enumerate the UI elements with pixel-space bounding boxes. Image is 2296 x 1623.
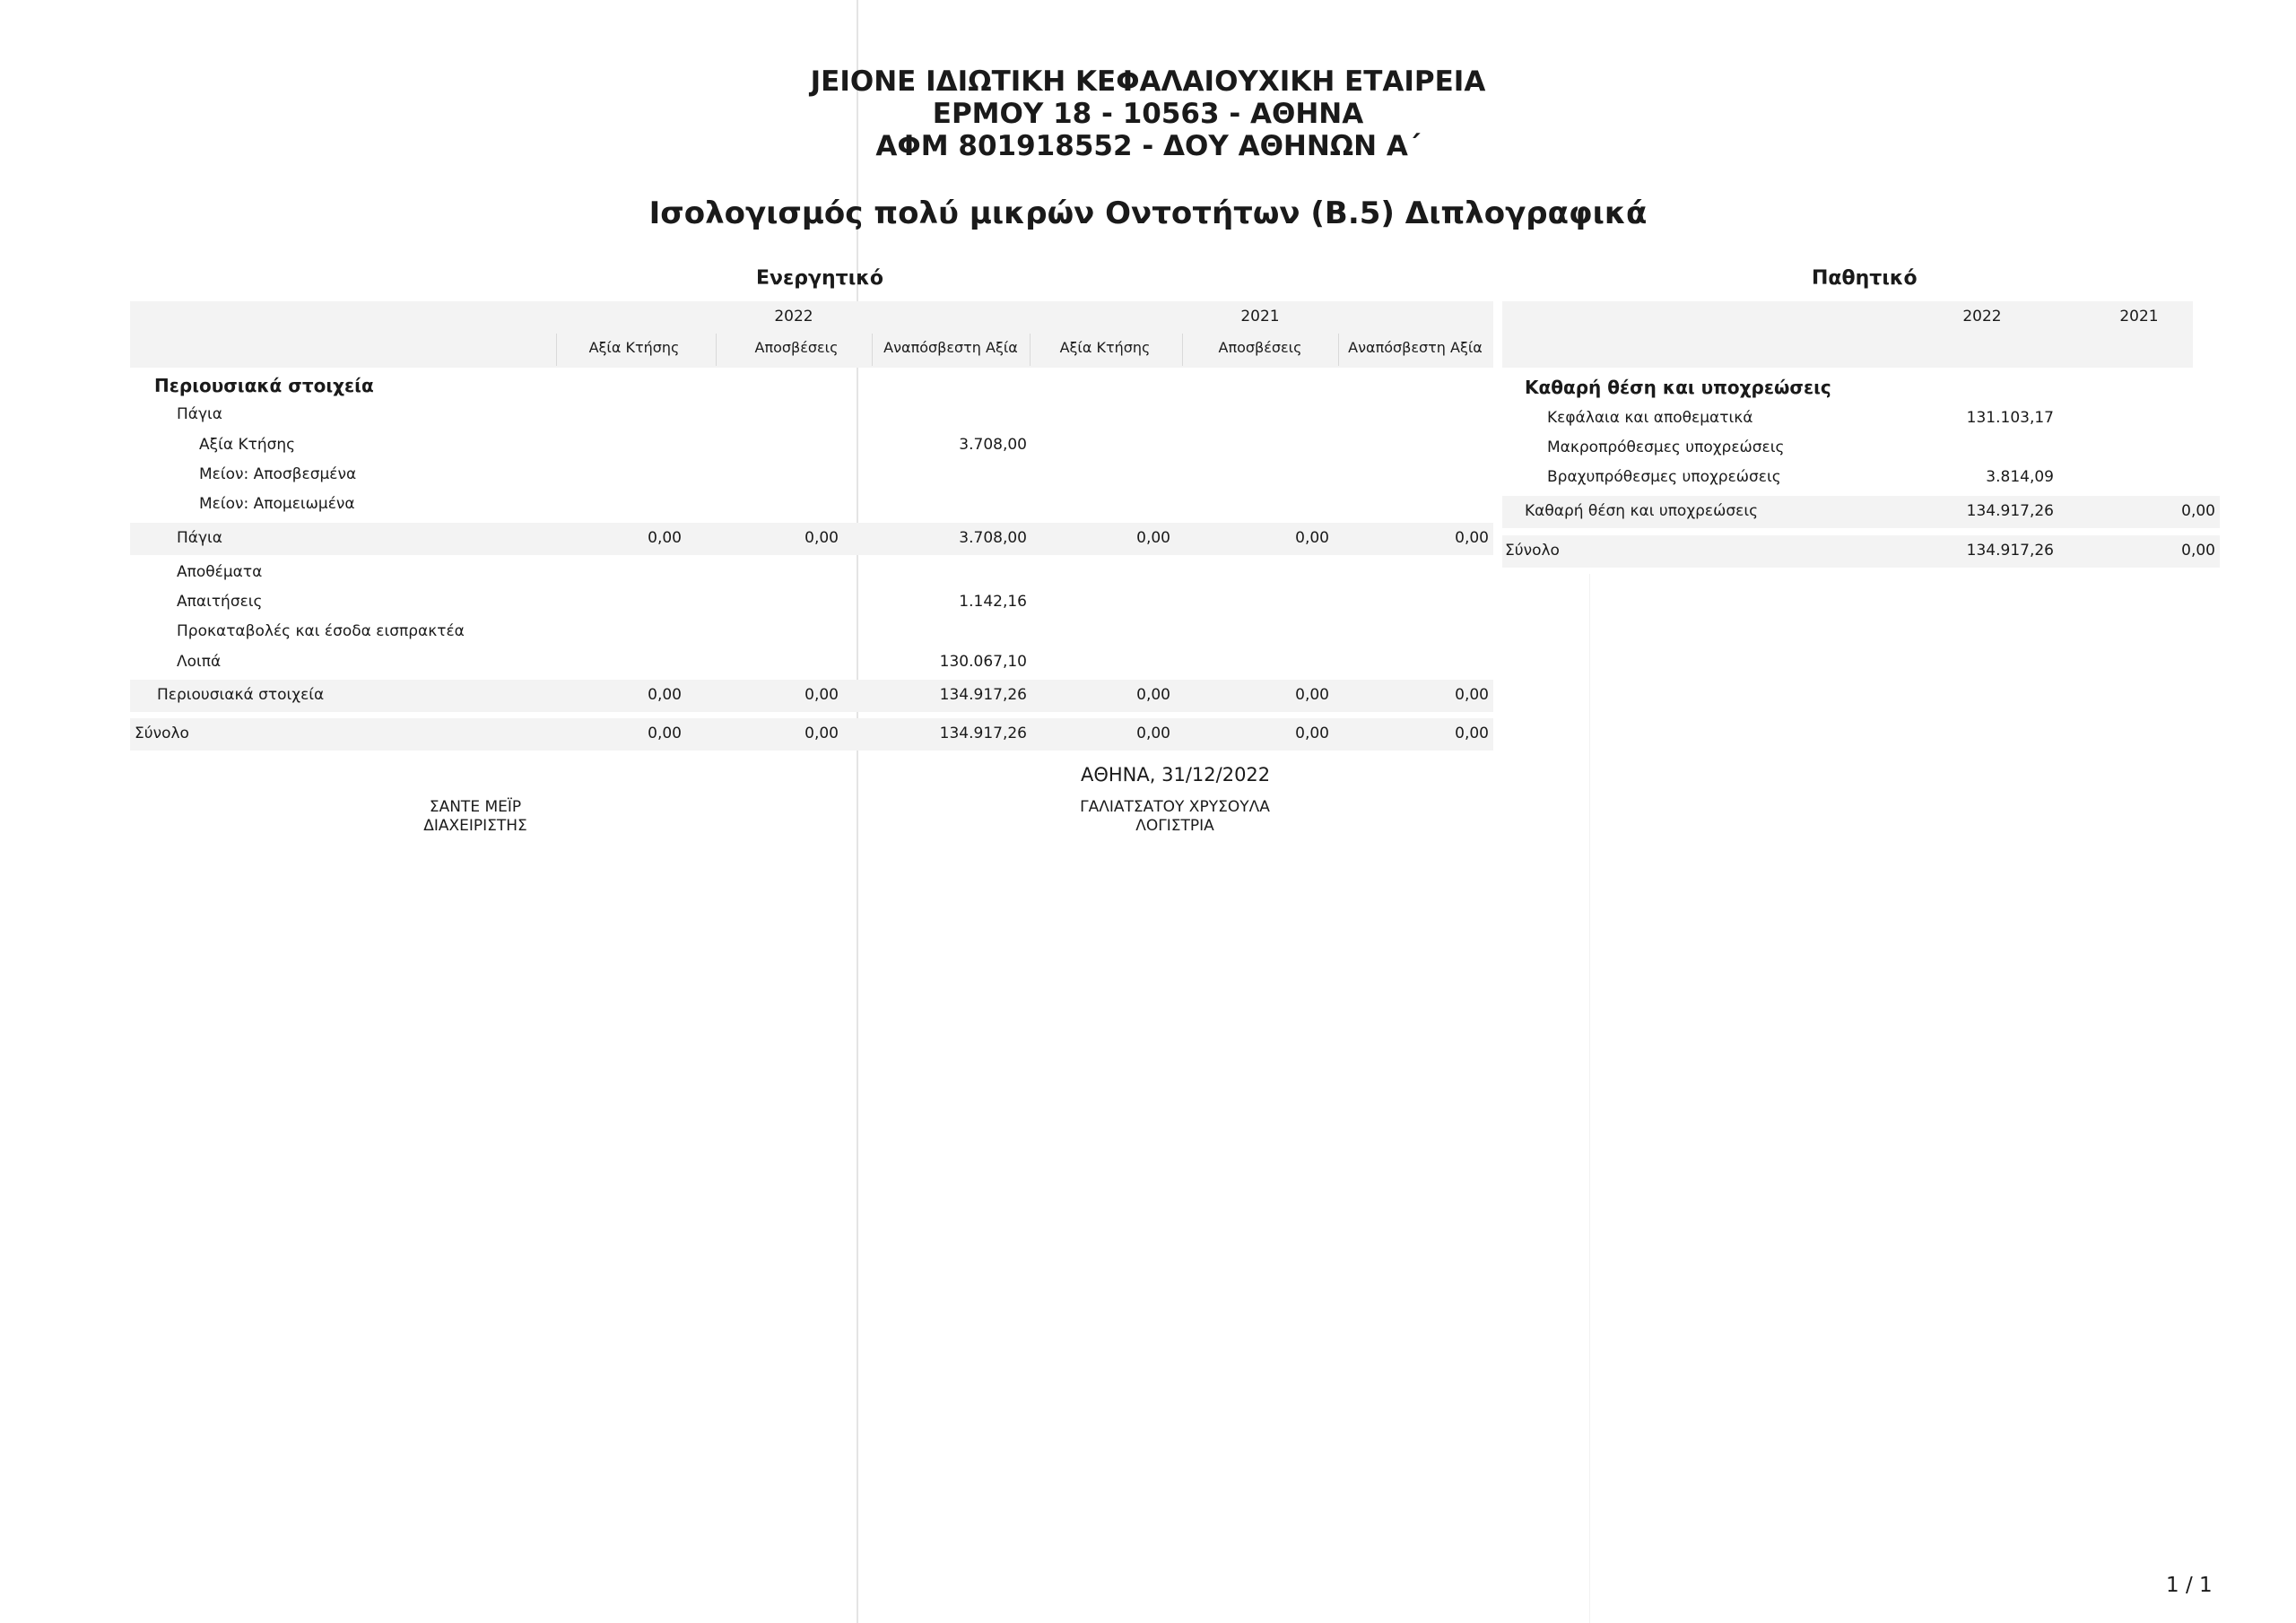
assets-row-value: 0,00 [1295, 686, 1329, 704]
assets-row-value: 0,00 [1455, 725, 1489, 742]
liabilities-table [0, 0, 2296, 807]
liabilities-row-value-2021: 0,00 [2181, 542, 2215, 560]
manager-role: ΔΙΑΧΕΙΡΙΣΤΗΣ [423, 817, 527, 835]
assets-column-header: Αποσβέσεις [754, 339, 839, 356]
company-address: ΕΡΜΟΥ 18 - 10563 - ΑΘΗΝΑ [932, 98, 1364, 130]
liabilities-heading: Παθητικό [1812, 267, 1918, 290]
assets-row-value: 130.067,10 [939, 653, 1027, 671]
assets-row-value: 0,00 [1455, 529, 1489, 547]
assets-row-label: Απαιτήσεις [177, 593, 263, 611]
assets-row-value: 0,00 [1455, 686, 1489, 704]
liabilities-row-label: Καθαρή θέση και υποχρεώσεις [1525, 502, 1759, 520]
assets-row-label: Μείον: Αποσβεσμένα [199, 465, 357, 483]
assets-column-header: Αναπόσβεστη Αξία [1348, 339, 1483, 356]
assets-row-label: Αξία Κτήσης [199, 436, 296, 454]
assets-column-header: Αξία Κτήσης [1059, 339, 1151, 356]
assets-column-header: Αξία Κτήσης [588, 339, 680, 356]
assets-row-label: Περιουσιακά στοιχεία [154, 375, 374, 396]
assets-column-header: Αποσβέσεις [1218, 339, 1302, 356]
company-name: JEIONE ΙΔΙΩΤΙΚΗ ΚΕΦΑΛΑΙΟΥΧΙΚΗ ΕΤΑΙΡΕΙΑ [810, 65, 1486, 98]
assets-row-value: 0,00 [648, 725, 682, 742]
place-date: ΑΘΗΝΑ, 31/12/2022 [1081, 764, 1271, 785]
assets-row-label: Αποθέματα [177, 563, 263, 581]
assets-year-2022: 2022 [774, 308, 813, 325]
assets-row-value: 0,00 [648, 686, 682, 704]
assets-row-label: Περιουσιακά στοιχεία [157, 686, 325, 704]
accountant-signature-block [1040, 798, 1309, 836]
assets-row-label: Πάγια [177, 405, 223, 423]
assets-row-value: 0,00 [1295, 725, 1329, 742]
assets-row-value: 0,00 [1136, 686, 1170, 704]
assets-row-label: Πάγια [177, 529, 223, 547]
assets-row-value: 0,00 [1295, 529, 1329, 547]
assets-row-label: Προκαταβολές και έσοδα εισπρακτέα [177, 622, 465, 640]
accountant-name: ΓΑΛΙΑΤΣΑΤΟΥ ΧΡΥΣΟΥΛΑ [1080, 798, 1270, 816]
assets-year-2021: 2021 [1240, 308, 1280, 325]
liabilities-row-value-2021: 0,00 [2181, 502, 2215, 520]
liabilities-year-2021: 2021 [2119, 308, 2159, 325]
assets-column-header: Αναπόσβεστη Αξία [883, 339, 1018, 356]
assets-row-value: 134.917,26 [939, 686, 1027, 704]
assets-row-value: 0,00 [1136, 725, 1170, 742]
liabilities-row-label: Μακροπρόθεσμες υποχρεώσεις [1547, 438, 1785, 456]
manager-name: ΣΑΝΤΕ ΜΕΪΡ [429, 798, 522, 816]
liabilities-row-value-2022: 134.917,26 [1966, 542, 2054, 560]
assets-row-value: 3.708,00 [959, 436, 1027, 454]
assets-heading: Ενεργητικό [756, 267, 884, 290]
assets-row-value: 3.708,00 [959, 529, 1027, 547]
page-number: 1 / 1 [2166, 1574, 2213, 1597]
assets-row-value: 134.917,26 [939, 725, 1027, 742]
assets-row-label: Μείον: Απομειωμένα [199, 495, 355, 513]
liabilities-row-value-2022: 131.103,17 [1966, 409, 2054, 427]
assets-row-value: 0,00 [648, 529, 682, 547]
assets-row-value: 0,00 [804, 725, 839, 742]
liabilities-row-label: Καθαρή θέση και υποχρεώσεις [1525, 377, 1831, 398]
liabilities-row-label: Σύνολο [1505, 542, 1560, 560]
liabilities-row-value-2022: 3.814,09 [1986, 468, 2054, 486]
liabilities-row-label: Κεφάλαια και αποθεματικά [1547, 409, 1753, 427]
liabilities-year-2022: 2022 [1962, 308, 2002, 325]
assets-row-label: Σύνολο [135, 725, 189, 742]
liabilities-row-value-2022: 134.917,26 [1966, 502, 2054, 520]
assets-row-value: 0,00 [1136, 529, 1170, 547]
assets-row-value: 1.142,16 [959, 593, 1027, 611]
assets-row-value: 0,00 [804, 686, 839, 704]
company-tax-id: ΑΦΜ 801918552 - ΔΟΥ ΑΘΗΝΩΝ Α΄ [875, 130, 1421, 162]
liabilities-row-label: Βραχυπρόθεσμες υποχρεώσεις [1547, 468, 1781, 486]
assets-row-label: Λοιπά [177, 653, 222, 671]
accountant-role: ΛΟΓΙΣΤΡΙΑ [1135, 817, 1214, 835]
manager-signature-block [377, 798, 574, 836]
assets-row-value: 0,00 [804, 529, 839, 547]
document-title: Ισολογισμός πολύ μικρών Οντοτήτων (Β.5) Διπλογραφικά [648, 195, 1648, 231]
